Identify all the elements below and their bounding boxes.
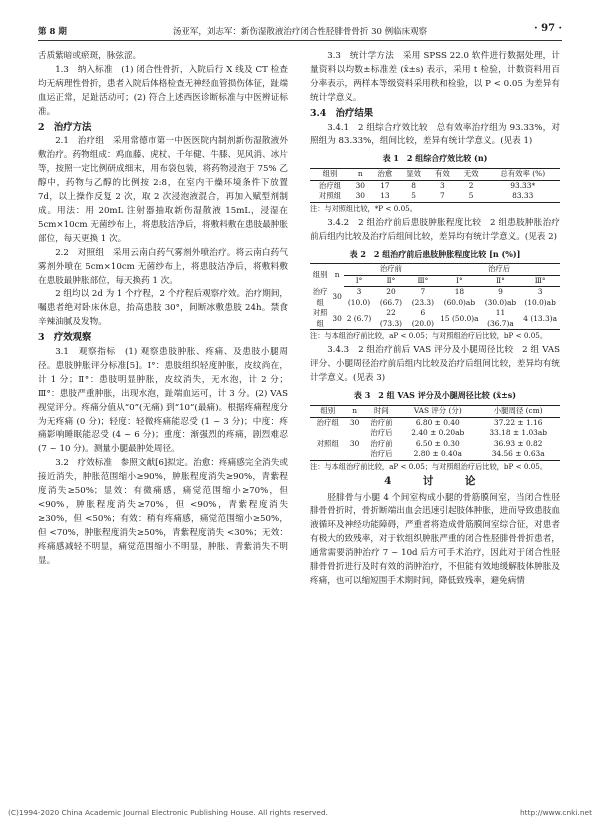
t3-header-cell: VAS 评分 (分)	[399, 406, 476, 418]
table-row	[310, 428, 560, 439]
section-3-3: 3.3 统计学方法 采用 SPSS 22.0 软件进行数据处理，计量资料以均数±标准差 (x̄±s) 表示，采用 t 检验，计数资料用百分率表示，两样本等级资料采用秩和检验，以 P < 0.05 为差异有统计学意义。	[310, 51, 560, 103]
t3-cell: 治疗后	[370, 428, 393, 438]
t3-header-cell: 小腿周径 (cm)	[476, 406, 560, 418]
table-row	[310, 439, 560, 450]
t1-cell: 3	[440, 180, 445, 190]
t3-cell: 治疗后	[370, 449, 393, 459]
table-3-note: 注：与本组治疗前比较，aP < 0.05；与对照组治疗后比较，bP < 0.05。	[310, 461, 548, 471]
t1-cell: 13	[380, 191, 390, 201]
section-3-1: 3.1 观察指标 (1) 观察患肢肿胀、疼痛、及患肢小腿周径。患肢肿胀评分标准[5]。Ⅰ°：患肢组织轻度肿胀，皮纹尚在，计 1 分；Ⅱ°：患肢明显肿胀，皮纹消失，无水泡，计 2 分；Ⅲ°：患肢严重肿胀，出现水泡，趾端血运可，计 3 分。(2) VAS 视觉评分。疼痛分值从“0”(无痛) 到“10”(最痛)。根据疼痛程度分为无疼痛 (0 分)；轻度：轻微疼痛能忍受 (1 ~ 3 分)；中度：疼痛影响睡眠能忍受 (4 ~ 6 分)；重度：渐强烈的疼痛，剧烈难忍 (7 ~ 10 分)。测量小腿最肿处周径。	[38, 347, 288, 455]
table-2-header-n: n	[334, 270, 340, 280]
t3-cell: 30	[349, 438, 360, 448]
table-2	[310, 263, 560, 330]
t1-header-cell: 无效	[457, 169, 486, 181]
t2-cell: 6 (20.0)	[411, 308, 434, 328]
t2-cell: 11 (36.7)a	[487, 308, 514, 328]
t3-cell: 30	[349, 417, 360, 427]
t3-cell: 6.80 ± 0.40	[415, 417, 460, 427]
t2-grade-header: Ⅲ°	[520, 275, 560, 287]
t3-cell: 2.80 ± 0.40a	[413, 449, 462, 459]
issue-number: 第 8 期	[38, 27, 67, 37]
t3-cell: 对照组	[316, 438, 339, 448]
left-column	[38, 50, 288, 569]
running-title: 汤亚军，刘志军：新伤湿散液治疗闭合性胫腓骨骨折 30 例临床观察	[172, 27, 428, 37]
t2-cell: 22 (73.3)	[379, 308, 403, 328]
t3-cell: 治疗组	[316, 417, 339, 427]
table-1-note: 注：与对照组比较，*P < 0.05。	[310, 203, 417, 213]
t2-grade-header: Ⅰ°	[344, 275, 375, 287]
t2-grade-header: Ⅲ°	[408, 275, 439, 287]
t3-cell	[346, 449, 364, 460]
heading-4-discussion: 4 讨 论	[384, 474, 486, 487]
t1-cell: 5	[411, 191, 416, 201]
table-3	[310, 405, 560, 461]
t1-header-cell: 有效	[428, 169, 457, 181]
table-row	[310, 191, 560, 202]
t2-cell: 20 (66.7)	[379, 287, 403, 307]
table-3-caption: 表 3 2 组 VAS 评分及小腿周径比较 (x̄±s)	[353, 390, 517, 401]
table-1-caption: 表 1 2 组综合疗效比较 (n)	[382, 153, 488, 164]
section-3-4-2: 3.4.2 2 组治疗前后患肢肿胀程度比较 2 组患肢肿胀治疗前后组内比较及治疗后组间比较，差异均有统计学意义。(见表 2)	[310, 217, 560, 242]
t3-cell: 6.50 ± 0.30	[415, 438, 460, 448]
heading-3-4: 3.4 治疗结果	[310, 107, 374, 119]
discussion-paragraph: 胫腓骨与小腿 4 个间室构成小腿的骨筋膜间室，当闭合性胫腓骨骨折时，骨折断端出血会迅速引起肢体肿胀，进而导致患肢血液循环及神经功能障碍，严重者将造成骨筋膜间室综合征，对患者有极大的致残率，对于软组织肿胀严重的闭合性胫腓骨骨折患者，通常需要消肿治疗 7 ~ 10d 后方可手术治疗，因此对于闭合性胫腓骨骨折进行及时有效的消肿治疗，不但能有效地缓解肢体肿胀及疼痛，也可以缩短围手术期时间，降低致残率，避免病情	[310, 492, 560, 586]
table-1	[310, 168, 560, 203]
table-row	[310, 308, 560, 330]
t1-header-cell: n	[350, 169, 371, 181]
running-header	[38, 22, 562, 41]
t2-cell: 治疗组	[312, 287, 328, 307]
page-number: · 97 ·	[534, 23, 562, 34]
section-2-2: 2.2 对照组 采用云南白药气雾剂外喷治疗。将云南白药气雾剂外喷在 5cm×10cm 无菌纱布上，将患肢洁净后，将敷料敷在患肢最肿胀部位，每天换药 1 次。	[38, 247, 288, 286]
t1-cell: 30	[355, 191, 365, 201]
t3-cell: 34.56 ± 0.63a	[491, 449, 545, 459]
table-2-header-before: 治疗前	[344, 264, 438, 276]
heading-3: 3 疗效观察	[38, 332, 92, 344]
t2-grade-header: Ⅱ°	[374, 275, 407, 287]
section-1-3: 1.3 纳入标准 (1) 闭合性骨折，入院后行 X 线及 CT 检查均无病理性骨折，患者入院后体格检查无神经血管损伤体征，趾端血运正常，足趾活动可；(2) 符合上述西医诊断标准与中医辨证标准。	[38, 64, 288, 117]
table-2-caption: 表 2 2 组治疗前后患肢肿胀程度比较 [n (%)]	[349, 248, 521, 259]
section-3-4-3: 3.4.3 2 组治疗前后 VAS 评分及小腿周径比较 2 组 VAS 评分、小腿周径治疗前后组内比较及治疗后组间比较，差异均有统计学意义。(见表 3)	[310, 345, 560, 384]
t1-cell: 17	[380, 180, 390, 190]
t2-cell: 9 (30.0)ab	[484, 287, 517, 307]
t2-cell: 15 (50.0)a	[440, 313, 479, 323]
t2-cell: 3 (10.0)	[347, 287, 371, 307]
t3-cell: 2.40 ± 0.20ab	[411, 428, 465, 438]
t1-cell: 7	[440, 191, 445, 201]
t1-header-cell: 组别	[310, 169, 350, 181]
t2-cell: 3 (10.0)ab	[524, 287, 556, 307]
paragraph-intro: 舌质紫暗或瘀斑，脉弦涩。	[38, 51, 142, 61]
t1-cell: 5	[468, 191, 474, 201]
site-url[interactable]: http://www.cnki.net	[519, 808, 592, 817]
t2-cell: 2 (6.7)	[346, 313, 372, 323]
t3-header-cell: 时间	[364, 406, 400, 418]
t1-cell: 83.33	[512, 191, 534, 201]
t3-cell: 37.22 ± 1.16	[493, 417, 543, 427]
table-row	[310, 287, 560, 309]
section-2-1: 2.1 治疗组 采用常德市第一中医医院内制剂新伤湿散液外敷治疗。药物组成：鸡血藤、虎杖、千年健、牛膝、见风消、冰片等，按照一定比例研成细末，用布袋包装，将药物浸泡于 75% 乙醇中，药物与乙醇的比例按 2:8，在室内干燥环境条件下放置 7d，以上操作反复 2 次，取 2 次浸泡液混合，再加入赋型剂制成。用法：用 20mL 注射器抽取新伤湿散液 15mL，浸湿在 5cm×10cm 无菌纱布上，将患肢洁净后，将敷料敷在患肢最肿胀部位，每天更换 1 次。	[38, 136, 288, 244]
table-2-header-after: 治疗后	[438, 264, 560, 276]
t3-header-cell: n	[346, 406, 364, 418]
t3-cell	[310, 449, 346, 460]
t3-cell	[310, 428, 346, 439]
t1-cell: 30	[355, 180, 365, 190]
table-2-note: 注：与本组治疗前比较，aP < 0.05；与对照组治疗后比较，bP < 0.05。	[310, 331, 548, 341]
t2-grade-header: Ⅰ°	[438, 275, 481, 287]
t2-cell: 18 (60.0)ab	[443, 287, 476, 307]
t1-cell: 93.33*	[510, 180, 536, 190]
copyright-notice: (C)1994-2020 China Academic Journal Electronic Publishing House. All rights reserved.	[8, 808, 329, 817]
section-3-2: 3.2 疗效标准 参照文献[6]拟定。治愈：疼痛感完全消失或接近消失，肿胀范围缩小≥90%，肿胀程度消失≥90%，青紫程度消失≥50%；显效：有微痛感，痛觉范围缩小≥70%，但 <90%，肿胀程度消失≥70%，但 <90%，青紫程度消失≥30%，但 <50%；有效：稍有疼痛感，痛觉范围缩小≥50%，但 <70%，肿胀程度消失≥50%，青紫程度消失 <30%；无效：疼痛感减轻不明显，痛觉范围缩小不明显，肿胀、青紫消失不明显。	[38, 458, 288, 566]
t2-grade-header: Ⅱ°	[481, 275, 521, 287]
table-row	[310, 449, 560, 460]
t3-cell	[346, 428, 364, 439]
t1-header-cell: 显效	[399, 169, 428, 181]
t3-header-cell: 组别	[310, 406, 346, 418]
t2-cell: 30	[332, 313, 342, 323]
t2-cell: 4 (13.3)a	[523, 313, 557, 323]
t3-cell: 36.93 ± 0.82	[493, 438, 543, 448]
heading-2: 2 治疗方法	[38, 121, 92, 133]
t1-cell: 对照组	[318, 191, 342, 201]
t2-cell: 7 (23.3)	[411, 287, 434, 307]
t3-cell: 治疗前	[370, 417, 393, 427]
section-3-4-1: 3.4.1 2 组综合疗效比较 总有效率治疗组为 93.33%，对照组为 83.33%，组间比较，差异有统计学意义。(见表 1)	[310, 122, 560, 147]
footer	[8, 808, 592, 817]
t1-cell: 治疗组	[318, 180, 342, 190]
t1-header-cell: 治愈	[371, 169, 400, 181]
table-row	[310, 180, 560, 191]
t1-header-cell: 总有效率 (%)	[485, 169, 560, 181]
table-row	[310, 417, 560, 428]
t3-cell: 治疗前	[370, 438, 393, 448]
t1-cell: 8	[411, 180, 416, 190]
t2-cell: 30	[332, 292, 342, 302]
t1-cell: 2	[468, 180, 474, 190]
t2-cell: 对照组	[312, 308, 328, 328]
t3-cell: 33.18 ± 1.03ab	[489, 428, 548, 438]
paragraph-both-groups: 2 组均以 2d 为 1 个疗程，2 个疗程后观察疗效。治疗期间，嘱患者绝对卧床休息，抬高患肢 30°，间断冰敷患肢 24h。禁食辛辣油腻及发物。	[38, 289, 289, 328]
right-column	[310, 50, 560, 589]
table-2-header-group: 组别	[312, 270, 328, 280]
